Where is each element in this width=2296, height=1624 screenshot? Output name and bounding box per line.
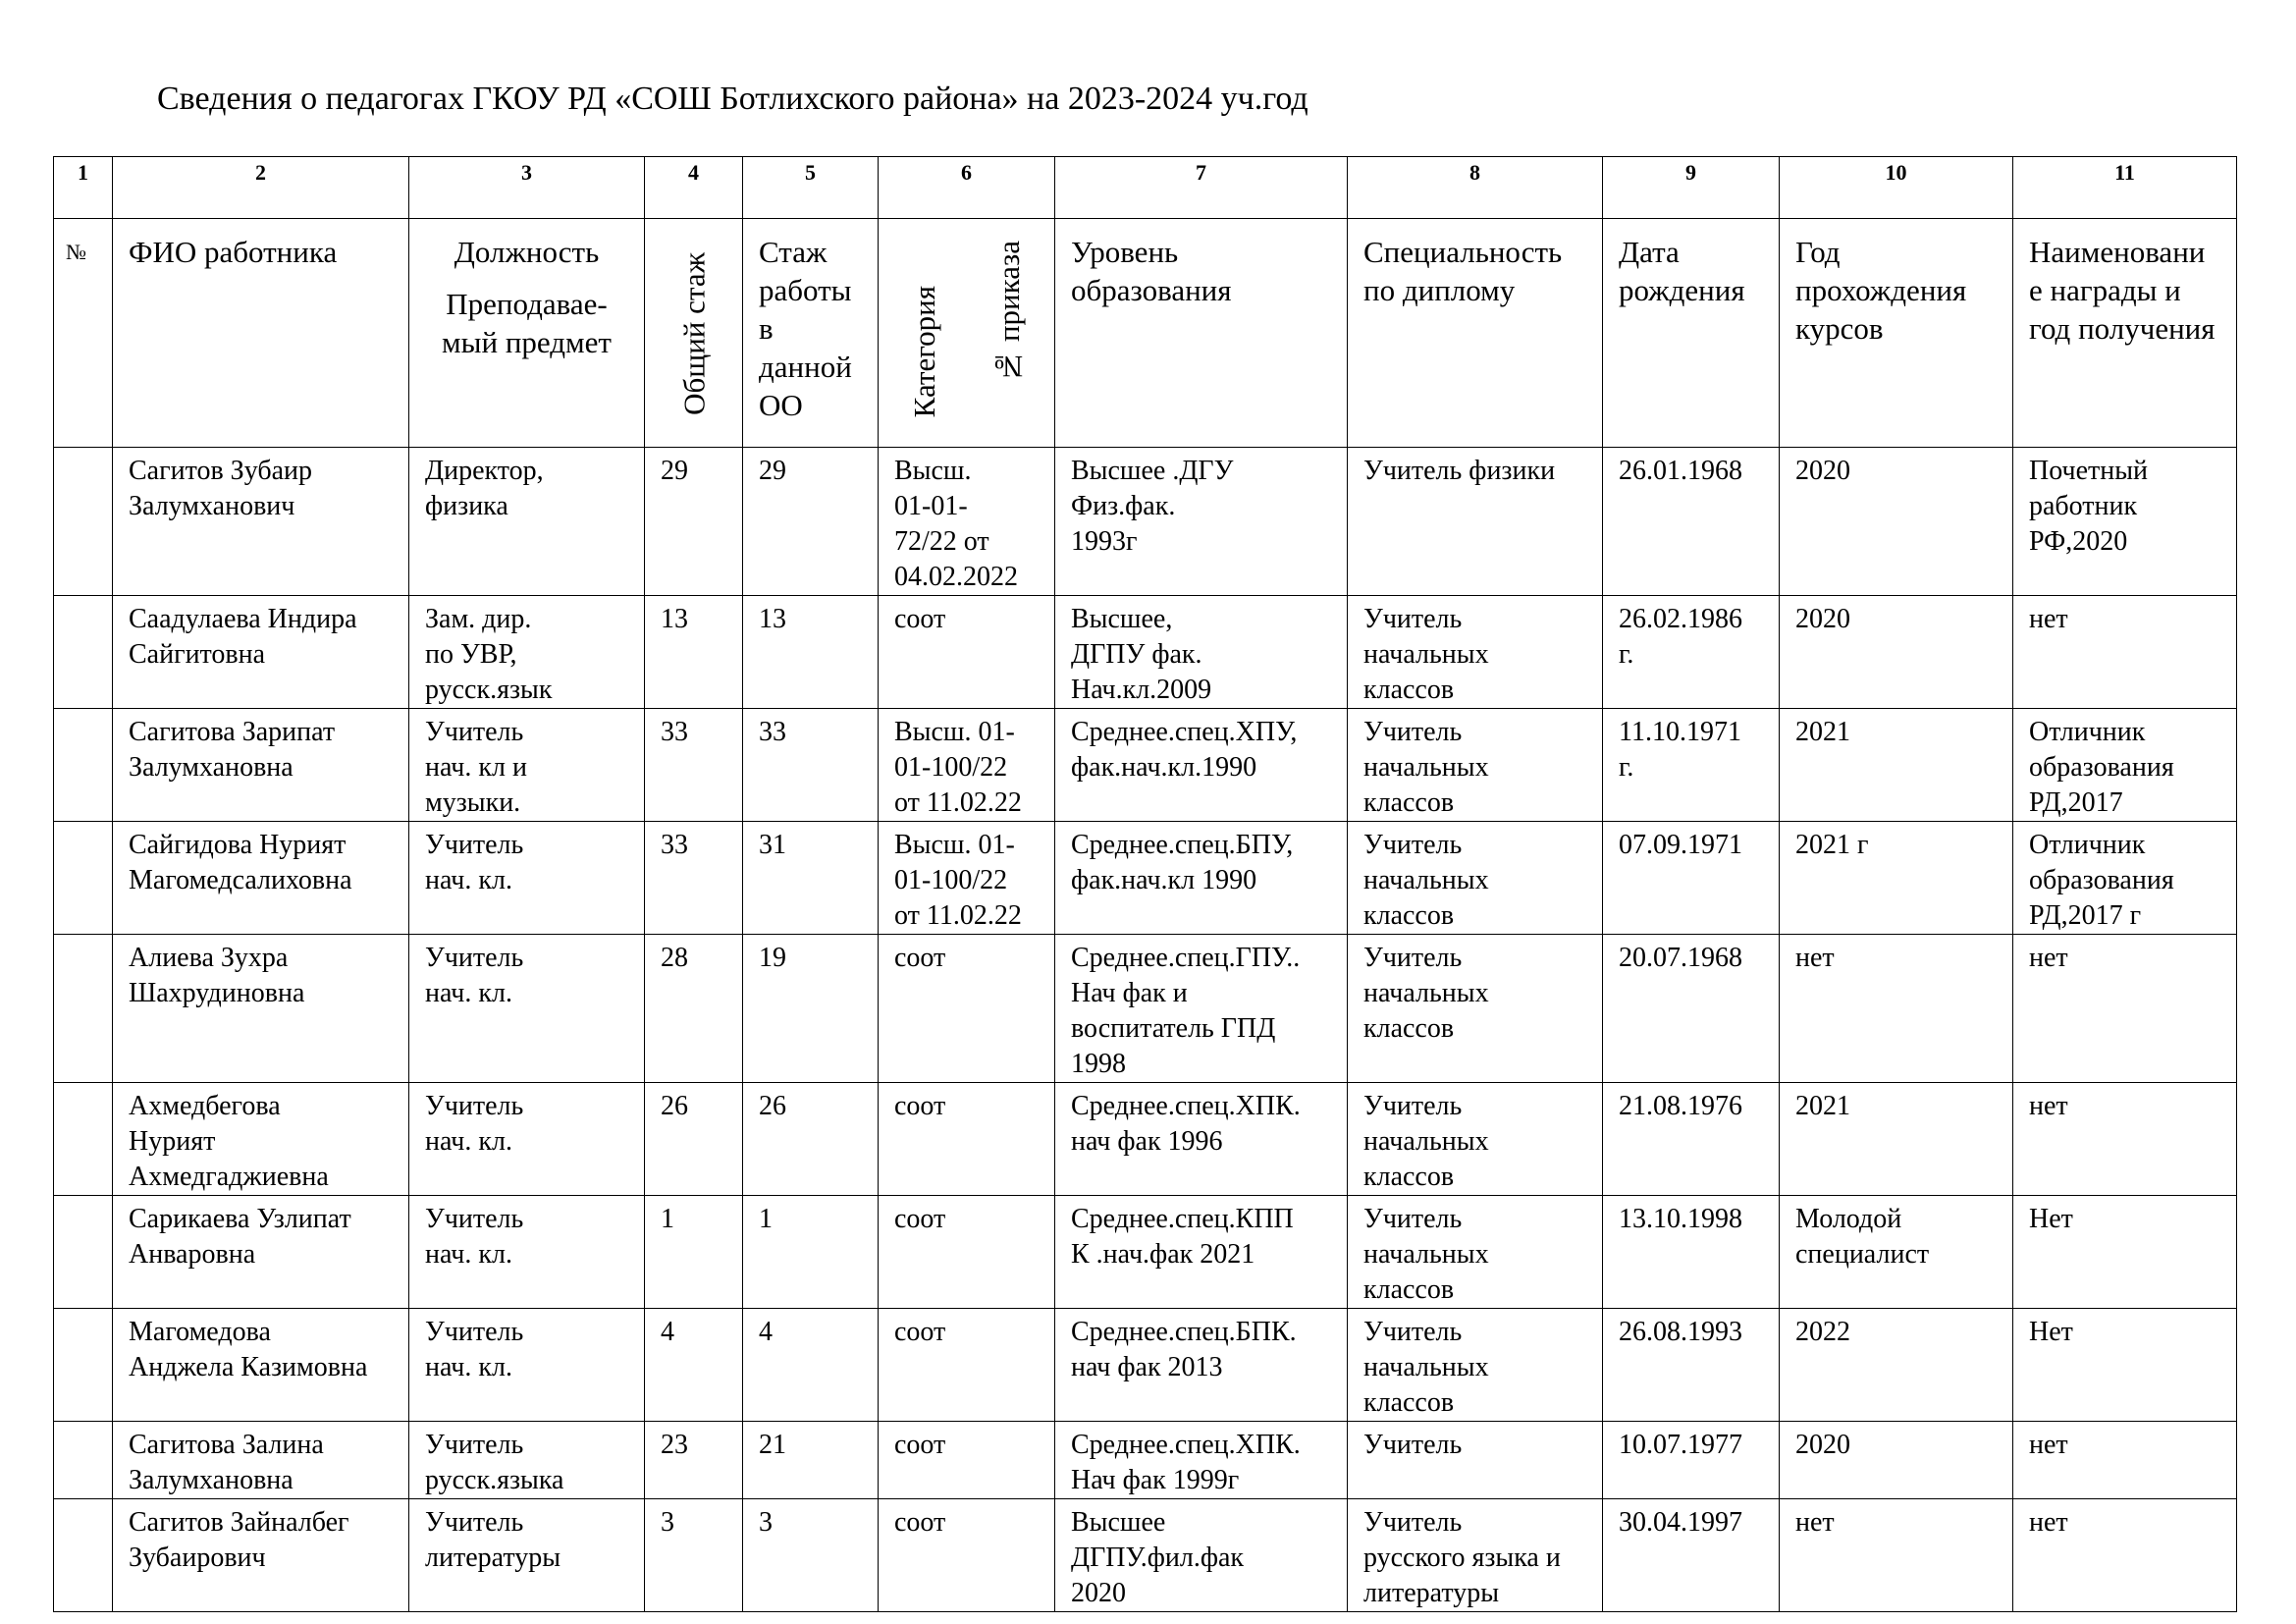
- column-number: 9: [1603, 157, 1780, 219]
- category-cell: соот: [879, 935, 1055, 1083]
- org-experience-cell: 19: [743, 935, 879, 1083]
- specialty-cell: Учитель начальных классов: [1348, 1309, 1603, 1422]
- column-number-row: [54, 157, 2237, 219]
- teacher-name-cell: Алиева Зухра Шахрудиновна: [113, 935, 409, 1083]
- row-num-cell: [54, 1083, 113, 1196]
- org-experience-cell: 29: [743, 448, 879, 596]
- position-cell: Учитель литературы: [409, 1499, 645, 1612]
- category-cell: соот: [879, 1196, 1055, 1309]
- row-num-cell: [54, 1499, 113, 1612]
- header-position-line2: Преподавае- мый предмет: [442, 287, 612, 359]
- total-experience-cell: 23: [645, 1422, 743, 1499]
- education-level-cell: Высшее .ДГУ Физ.фак. 1993г: [1055, 448, 1348, 596]
- table-row: [54, 448, 2237, 596]
- row-num-cell: [54, 709, 113, 822]
- column-number: 3: [409, 157, 645, 219]
- total-experience-cell: 13: [645, 596, 743, 709]
- education-level-cell: Среднее.спец.ХПК. нач фак 1996: [1055, 1083, 1348, 1196]
- specialty-cell: Учитель начальных классов: [1348, 1083, 1603, 1196]
- education-level-cell: Среднее.спец.ХПУ, фак.нач.кл.1990: [1055, 709, 1348, 822]
- birth-date-cell: 13.10.1998: [1603, 1196, 1780, 1309]
- birth-date-cell: 21.08.1976: [1603, 1083, 1780, 1196]
- award-cell: Нет: [2013, 1196, 2237, 1309]
- staff-table: [53, 156, 2237, 1612]
- specialty-cell: Учитель физики: [1348, 448, 1603, 596]
- award-cell: Нет: [2013, 1309, 2237, 1422]
- position-cell: Директор, физика: [409, 448, 645, 596]
- specialty-cell: Учитель начальных классов: [1348, 822, 1603, 935]
- birth-date-cell: 07.09.1971: [1603, 822, 1780, 935]
- category-cell: Высш. 01- 01-100/22 от 11.02.22: [879, 822, 1055, 935]
- specialty-cell: Учитель начальных классов: [1348, 596, 1603, 709]
- table-row: [54, 596, 2237, 709]
- row-num-cell: [54, 1309, 113, 1422]
- row-num-cell: [54, 448, 113, 596]
- header-specialty: Специальность по диплому: [1348, 219, 1603, 448]
- education-level-cell: Среднее.спец.ХПК. Нач фак 1999г: [1055, 1422, 1348, 1499]
- award-cell: нет: [2013, 1422, 2237, 1499]
- row-num-cell: [54, 596, 113, 709]
- row-num-cell: [54, 1422, 113, 1499]
- column-number: 4: [645, 157, 743, 219]
- birth-date-cell: 26.02.1986 г.: [1603, 596, 1780, 709]
- total-experience-cell: 3: [645, 1499, 743, 1612]
- total-experience-cell: 4: [645, 1309, 743, 1422]
- courses-year-cell: 2022: [1780, 1309, 2013, 1422]
- total-experience-cell: 1: [645, 1196, 743, 1309]
- row-num-cell: [54, 822, 113, 935]
- position-cell: Учитель нач. кл.: [409, 822, 645, 935]
- header-category: Категория: [907, 285, 942, 417]
- specialty-cell: Учитель начальных классов: [1348, 1196, 1603, 1309]
- category-cell: соот: [879, 1083, 1055, 1196]
- category-cell: Высш. 01- 01-100/22 от 11.02.22: [879, 709, 1055, 822]
- table-row: [54, 822, 2237, 935]
- education-level-cell: Среднее.спец.ГПУ.. Нач фак и воспитатель ГПД 1998: [1055, 935, 1348, 1083]
- teacher-name-cell: Саадулаева Индира Сайгитовна: [113, 596, 409, 709]
- column-number: 2: [113, 157, 409, 219]
- org-experience-cell: 3: [743, 1499, 879, 1612]
- table-row: [54, 1309, 2237, 1422]
- award-cell: нет: [2013, 1499, 2237, 1612]
- total-experience-cell: 33: [645, 709, 743, 822]
- courses-year-cell: 2021 г: [1780, 822, 2013, 935]
- org-experience-cell: 13: [743, 596, 879, 709]
- total-experience-cell: 28: [645, 935, 743, 1083]
- org-experience-cell: 31: [743, 822, 879, 935]
- birth-date-cell: 20.07.1968: [1603, 935, 1780, 1083]
- award-cell: Отличник образования РД,2017 г: [2013, 822, 2237, 935]
- row-num-cell: [54, 935, 113, 1083]
- courses-year-cell: 2020: [1780, 596, 2013, 709]
- position-cell: Учитель нач. кл.: [409, 935, 645, 1083]
- education-level-cell: Высшее, ДГПУ фак. Нач.кл.2009: [1055, 596, 1348, 709]
- courses-year-cell: нет: [1780, 935, 2013, 1083]
- header-total-exp: [645, 219, 743, 448]
- org-experience-cell: 1: [743, 1196, 879, 1309]
- position-cell: Зам. дир. по УВР, русск.язык: [409, 596, 645, 709]
- education-level-cell: Среднее.спец.БПК. нач фак 2013: [1055, 1309, 1348, 1422]
- courses-year-cell: 2021: [1780, 709, 2013, 822]
- birth-date-cell: 26.08.1993: [1603, 1309, 1780, 1422]
- org-experience-cell: 4: [743, 1309, 879, 1422]
- header-total-exp-text: Общий стаж: [676, 252, 711, 415]
- teacher-name-cell: Ахмедбегова Нурият Ахмедгаджиевна: [113, 1083, 409, 1196]
- education-level-cell: Среднее.спец.БПУ, фак.нач.кл 1990: [1055, 822, 1348, 935]
- header-org-exp: Стаж работы в данной ОО: [743, 219, 879, 448]
- birth-date-cell: 10.07.1977: [1603, 1422, 1780, 1499]
- table-row: [54, 1499, 2237, 1612]
- category-cell: соот: [879, 1499, 1055, 1612]
- category-cell: Высш. 01-01- 72/22 от 04.02.2022: [879, 448, 1055, 596]
- table-row: [54, 709, 2237, 822]
- page-title: Сведения о педагогах ГКОУ РД «СОШ Ботлихского района» на 2023-2024 уч.год: [157, 81, 1308, 117]
- header-fio: ФИО работника: [113, 219, 409, 448]
- award-cell: нет: [2013, 596, 2237, 709]
- header-category-order: [879, 219, 1055, 448]
- header-num: №: [54, 219, 113, 448]
- table-row: [54, 1422, 2237, 1499]
- birth-date-cell: 11.10.1971 г.: [1603, 709, 1780, 822]
- position-cell: Учитель нач. кл и музыки.: [409, 709, 645, 822]
- specialty-cell: Учитель русского языка и литературы: [1348, 1499, 1603, 1612]
- header-position: [409, 219, 645, 448]
- teacher-name-cell: Сагитова Залина Залумхановна: [113, 1422, 409, 1499]
- column-number: 11: [2013, 157, 2237, 219]
- specialty-cell: Учитель начальных классов: [1348, 935, 1603, 1083]
- teacher-name-cell: Сарикаева Узлипат Анваровна: [113, 1196, 409, 1309]
- birth-date-cell: 26.01.1968: [1603, 448, 1780, 596]
- teacher-name-cell: Сагитов Зубаир Залумханович: [113, 448, 409, 596]
- courses-year-cell: 2020: [1780, 448, 2013, 596]
- teacher-name-cell: Сагитова Зарипат Залумхановна: [113, 709, 409, 822]
- total-experience-cell: 29: [645, 448, 743, 596]
- teacher-name-cell: Сагитов Зайналбег Зубаирович: [113, 1499, 409, 1612]
- award-cell: нет: [2013, 935, 2237, 1083]
- table-row: [54, 1083, 2237, 1196]
- courses-year-cell: Молодой специалист: [1780, 1196, 2013, 1309]
- award-cell: нет: [2013, 1083, 2237, 1196]
- header-position-line1: Должность: [454, 235, 600, 269]
- category-cell: соот: [879, 1309, 1055, 1422]
- header-courses-year: Год прохождения курсов: [1780, 219, 2013, 448]
- award-cell: Почетный работник РФ,2020: [2013, 448, 2237, 596]
- position-cell: Учитель нач. кл.: [409, 1196, 645, 1309]
- column-number: 10: [1780, 157, 2013, 219]
- column-number: 1: [54, 157, 113, 219]
- column-number: 8: [1348, 157, 1603, 219]
- position-cell: Учитель нач. кл.: [409, 1309, 645, 1422]
- column-number: 7: [1055, 157, 1348, 219]
- teacher-name-cell: Сайгидова Нурият Магомедсалиховна: [113, 822, 409, 935]
- org-experience-cell: 33: [743, 709, 879, 822]
- header-row: [54, 219, 2237, 448]
- org-experience-cell: 26: [743, 1083, 879, 1196]
- category-cell: соот: [879, 1422, 1055, 1499]
- courses-year-cell: 2020: [1780, 1422, 2013, 1499]
- courses-year-cell: нет: [1780, 1499, 2013, 1612]
- position-cell: Учитель русск.языка: [409, 1422, 645, 1499]
- education-level-cell: Среднее.спец.КПП К .нач.фак 2021: [1055, 1196, 1348, 1309]
- header-award: Наименовани е награды и год получения: [2013, 219, 2237, 448]
- header-education: Уровень образования: [1055, 219, 1348, 448]
- category-cell: соот: [879, 596, 1055, 709]
- courses-year-cell: 2021: [1780, 1083, 2013, 1196]
- total-experience-cell: 33: [645, 822, 743, 935]
- table-row: [54, 1196, 2237, 1309]
- total-experience-cell: 26: [645, 1083, 743, 1196]
- teacher-name-cell: Магомедова Анджела Казимовна: [113, 1309, 409, 1422]
- birth-date-cell: 30.04.1997: [1603, 1499, 1780, 1612]
- award-cell: Отличник образования РД,2017: [2013, 709, 2237, 822]
- column-number: 5: [743, 157, 879, 219]
- specialty-cell: Учитель: [1348, 1422, 1603, 1499]
- specialty-cell: Учитель начальных классов: [1348, 709, 1603, 822]
- header-order-no: № приказа: [990, 241, 1026, 384]
- org-experience-cell: 21: [743, 1422, 879, 1499]
- header-birth-date: Дата рождения: [1603, 219, 1780, 448]
- column-number: 6: [879, 157, 1055, 219]
- position-cell: Учитель нач. кл.: [409, 1083, 645, 1196]
- table-row: [54, 935, 2237, 1083]
- row-num-cell: [54, 1196, 113, 1309]
- education-level-cell: Высшее ДГПУ.фил.фак 2020: [1055, 1499, 1348, 1612]
